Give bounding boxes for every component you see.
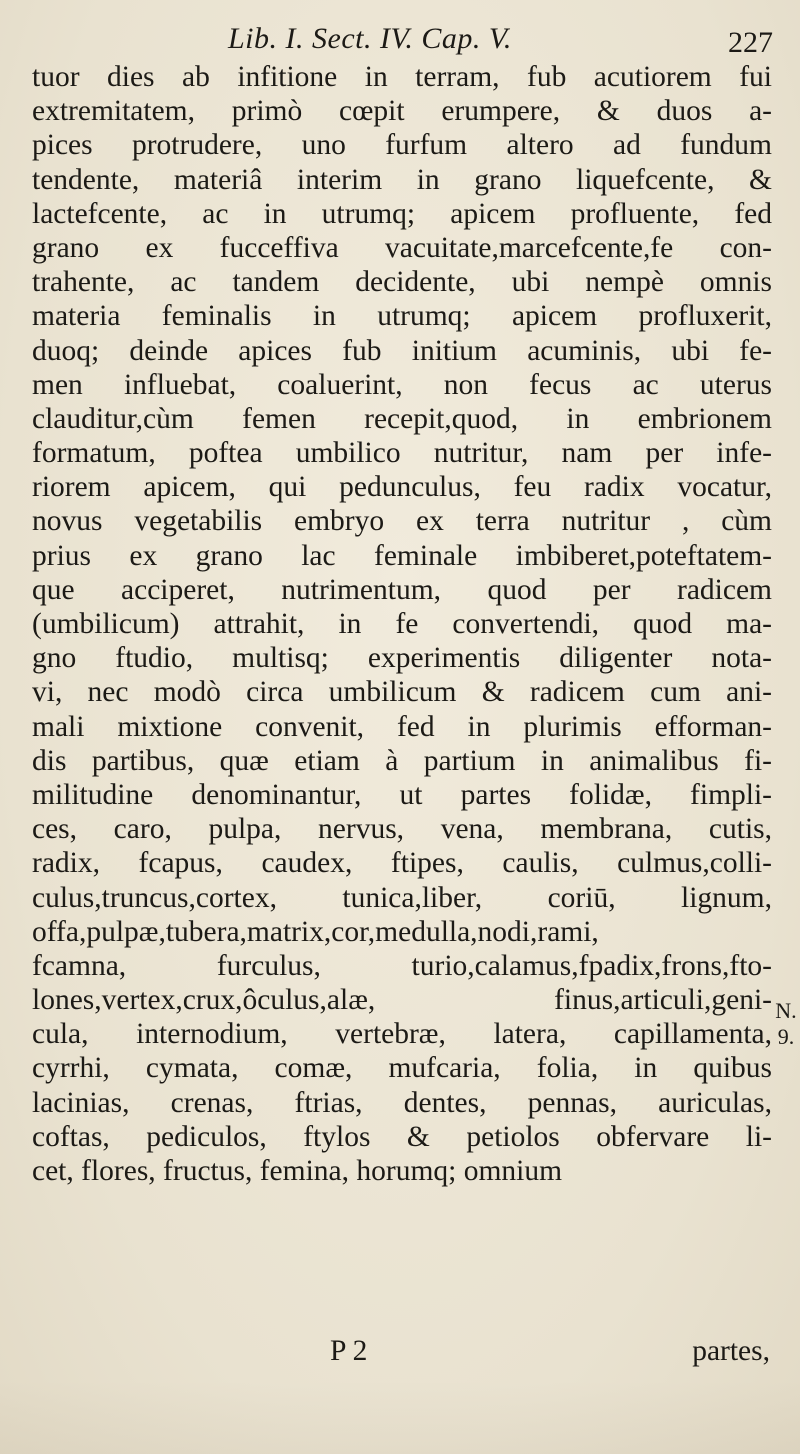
text-line: trahente, ac tandem decidente, ubi nempè omnis <box>32 266 772 299</box>
text-line: cet, flores, fructus, femina, horumq; omnium <box>32 1155 563 1187</box>
text-line: materia feminalis in utrumq; apicem profluxerit, <box>32 300 772 333</box>
catchword: partes, <box>692 1335 770 1367</box>
text-line: riorem apicem, qui pedunculus, feu radix vocatur, <box>32 471 772 504</box>
text-line: duoq; deinde apices fub initium acuminis, ubi fe- <box>32 334 772 367</box>
page-number: 227 <box>728 26 773 59</box>
text-line: pices protrudere, uno furfum altero ad fundum <box>32 129 772 162</box>
text-line: mali mixtione convenit, fed in plurimis efforman- <box>32 710 772 743</box>
text-line: lacinias, crenas, ftrias, dentes, pennas, auriculas, <box>32 1086 772 1119</box>
body-text <box>32 60 772 1188</box>
text-line: clauditur,cùm femen recepit,quod, in embrionem <box>32 402 772 435</box>
text-line: dis partibus, quæ etiam à partium in animalibus fi- <box>32 744 772 777</box>
text-line: ces, caro, pulpa, nervus, vena, membrana, cutis, <box>32 813 772 846</box>
text-line: radix, fcapus, caudex, ftipes, caulis, culmus,colli- <box>32 847 772 880</box>
text-line: lones,vertex,crux,ôculus,alæ, finus,articuli,geni- <box>32 984 772 1017</box>
text-line: militudine denominantur, ut partes folidæ, fimpli- <box>32 778 772 811</box>
text-line: fcamna, furculus, turio,calamus,fpadix,frons,fto- <box>32 949 772 982</box>
text-line: novus vegetabilis embryo ex terra nutritur , cùm <box>32 505 772 538</box>
text-line: cula, internodium, vertebræ, latera, capillamenta, <box>32 1018 772 1051</box>
text-line: culus,truncus,cortex, tunica,liber, coriū, lignum, <box>32 881 772 914</box>
page-header <box>0 12 800 62</box>
marginal-note-line: 9. <box>777 1024 795 1049</box>
text-line: cyrrhi, cymata, comæ, mufcaria, folia, in quibus <box>32 1052 772 1085</box>
paper-stain <box>0 1380 800 1454</box>
text-line: offa,pulpæ,tubera,matrix,cor,medulla,nodi,rami, <box>32 915 599 948</box>
text-line: formatum, poftea umbilico nutritur, nam per infe- <box>32 437 772 470</box>
running-head: Lib. I. Sect. IV. Cap. V. <box>228 22 512 55</box>
text-line: (umbilicum) attrahit, in fe convertendi, quod ma- <box>32 608 772 640</box>
marginal-note-line: N. <box>775 998 797 1023</box>
text-line: que acciperet, nutrimentum, quod per radicem <box>32 573 772 606</box>
signature-mark: P 2 <box>330 1335 368 1367</box>
text-line: prius ex grano lac feminale imbiberet,poteftatem- <box>32 539 772 572</box>
text-line: gno ftudio, multisq; experimentis diligenter nota- <box>32 642 772 675</box>
text-line: grano ex fucceffiva vacuitate,marcefcente,fe con- <box>32 231 772 264</box>
text-line: men influebat, coaluerint, non fecus ac uterus <box>32 368 772 401</box>
text-line: vi, nec modò circa umbilicum & radicem cum ani- <box>32 676 772 709</box>
text-line: tuor dies ab infitione in terram, fub acutiorem fui <box>32 61 772 93</box>
text-line: lactefcente, ac in utrumq; apicem profluente, fed <box>32 197 772 230</box>
text-line: tendente, materiâ interim in grano liquefcente, & <box>32 163 772 196</box>
marginal-note <box>774 998 798 1050</box>
text-line: coftas, pediculos, ftylos & petiolos obfervare li- <box>32 1120 772 1153</box>
page-footer <box>290 1335 770 1371</box>
text-line: extremitatem, primò cœpit erumpere, & duos a- <box>32 95 772 128</box>
